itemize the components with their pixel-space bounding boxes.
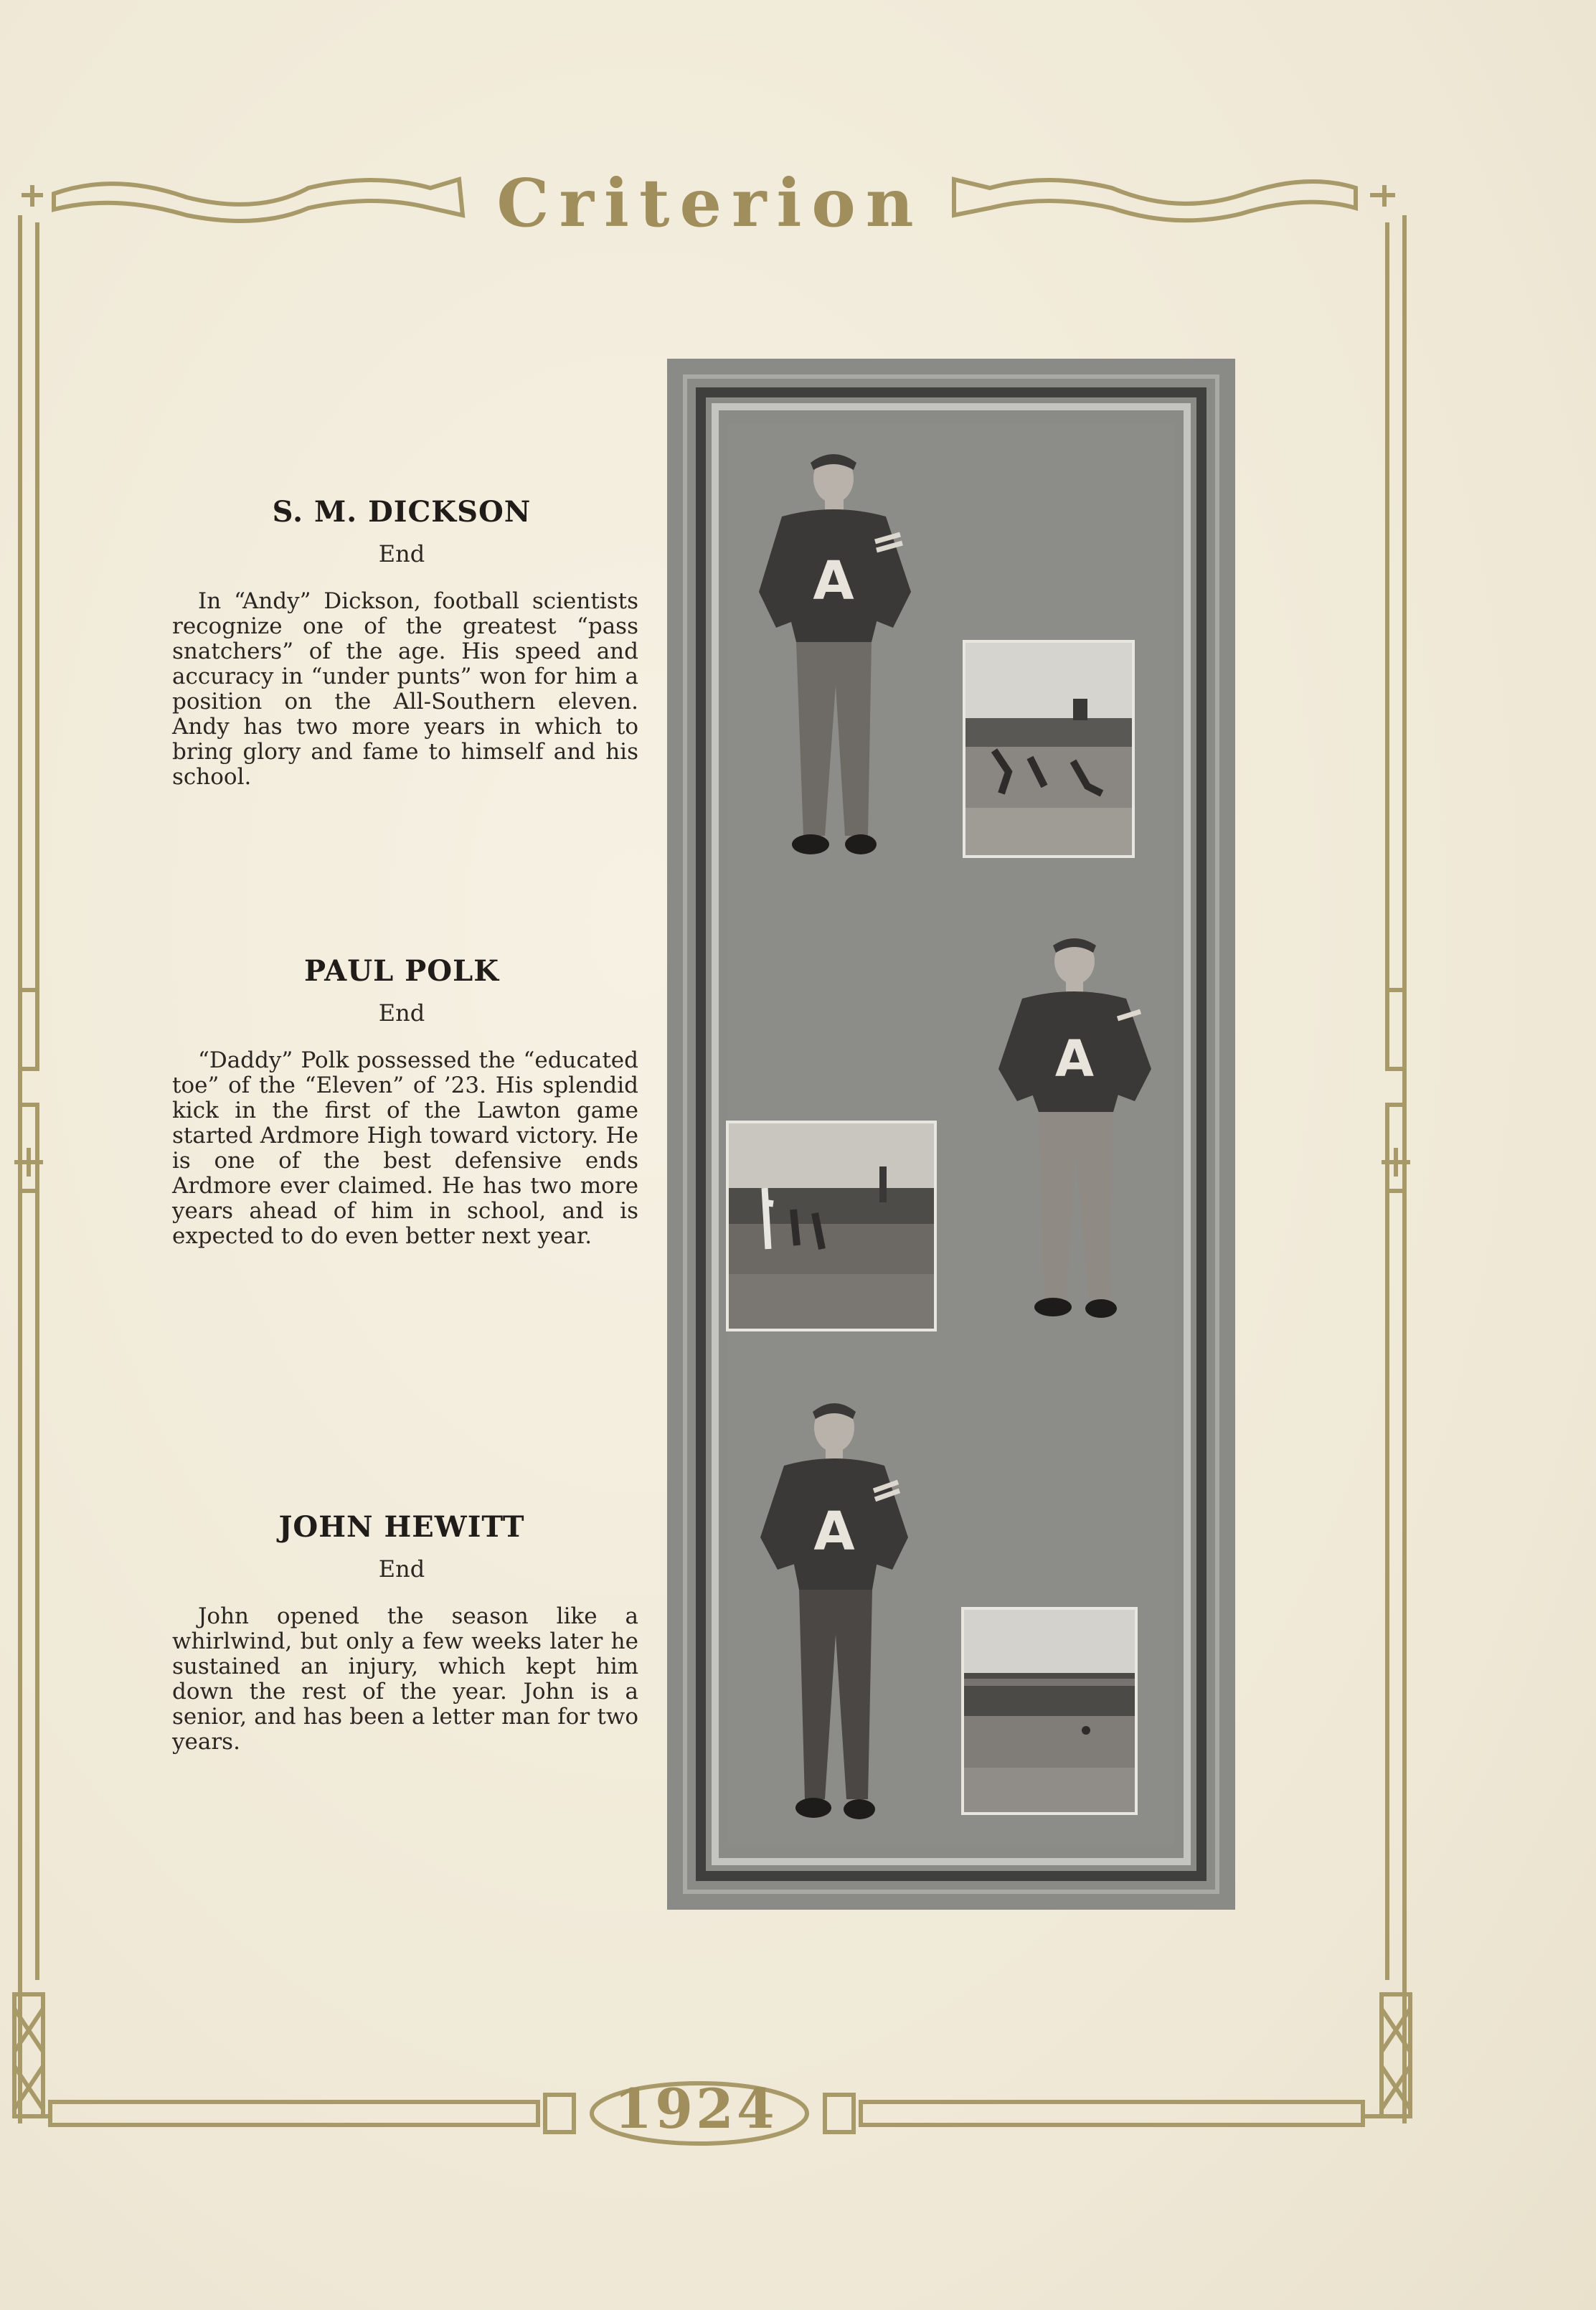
action-photo-game-3	[961, 1607, 1138, 1815]
yearbook-year: 1924	[614, 2077, 778, 2141]
player-bio: John opened the season like a whirlwind, but only a few weeks later he sustained an injury, which kept him down the rest of the year. John is a senior, and has been a letter man for two years.	[172, 1603, 638, 1755]
portrait-dickson	[739, 448, 932, 864]
player-position: End	[378, 999, 425, 1027]
player-bio: In “Andy” Dickson, football scientists recognize one of the greatest “pass snatchers” of the age. His speed and accuracy in “under punts” won for him a position on the All-Southern eleven. Andy has two more years in which to bring glory and fame to himself and his school.	[172, 588, 638, 790]
bio-polk	[172, 954, 638, 1249]
player-name: PAUL POLK	[304, 954, 499, 988]
action-photo-game-1	[963, 640, 1135, 858]
sweater-letter: A	[813, 550, 854, 612]
photo-panel	[667, 359, 1235, 1910]
bio-dickson	[172, 495, 638, 790]
sweater-letter: A	[1054, 1029, 1095, 1088]
portrait-hewitt	[745, 1397, 931, 1828]
action-photo-game-2	[726, 1121, 937, 1331]
player-bio: “Daddy” Polk possessed the “educated toe” of the “Eleven” of ’23. His splendid kick in the first of the Lawton game started Ardmore High toward victory. He is one of the best defensive ends Ardmore ever claimed. He has two more years ahead of him in school, and is expected to do even better next year.	[172, 1047, 638, 1249]
bio-hewitt	[172, 1510, 638, 1755]
player-name: JOHN HEWITT	[278, 1510, 525, 1544]
sweater-letter: A	[813, 1501, 855, 1562]
player-position: End	[378, 1555, 425, 1583]
portrait-polk	[983, 933, 1169, 1320]
yearbook-title: Criterion	[496, 164, 924, 242]
player-position: End	[378, 540, 425, 567]
player-name: S. M. DICKSON	[272, 495, 532, 529]
